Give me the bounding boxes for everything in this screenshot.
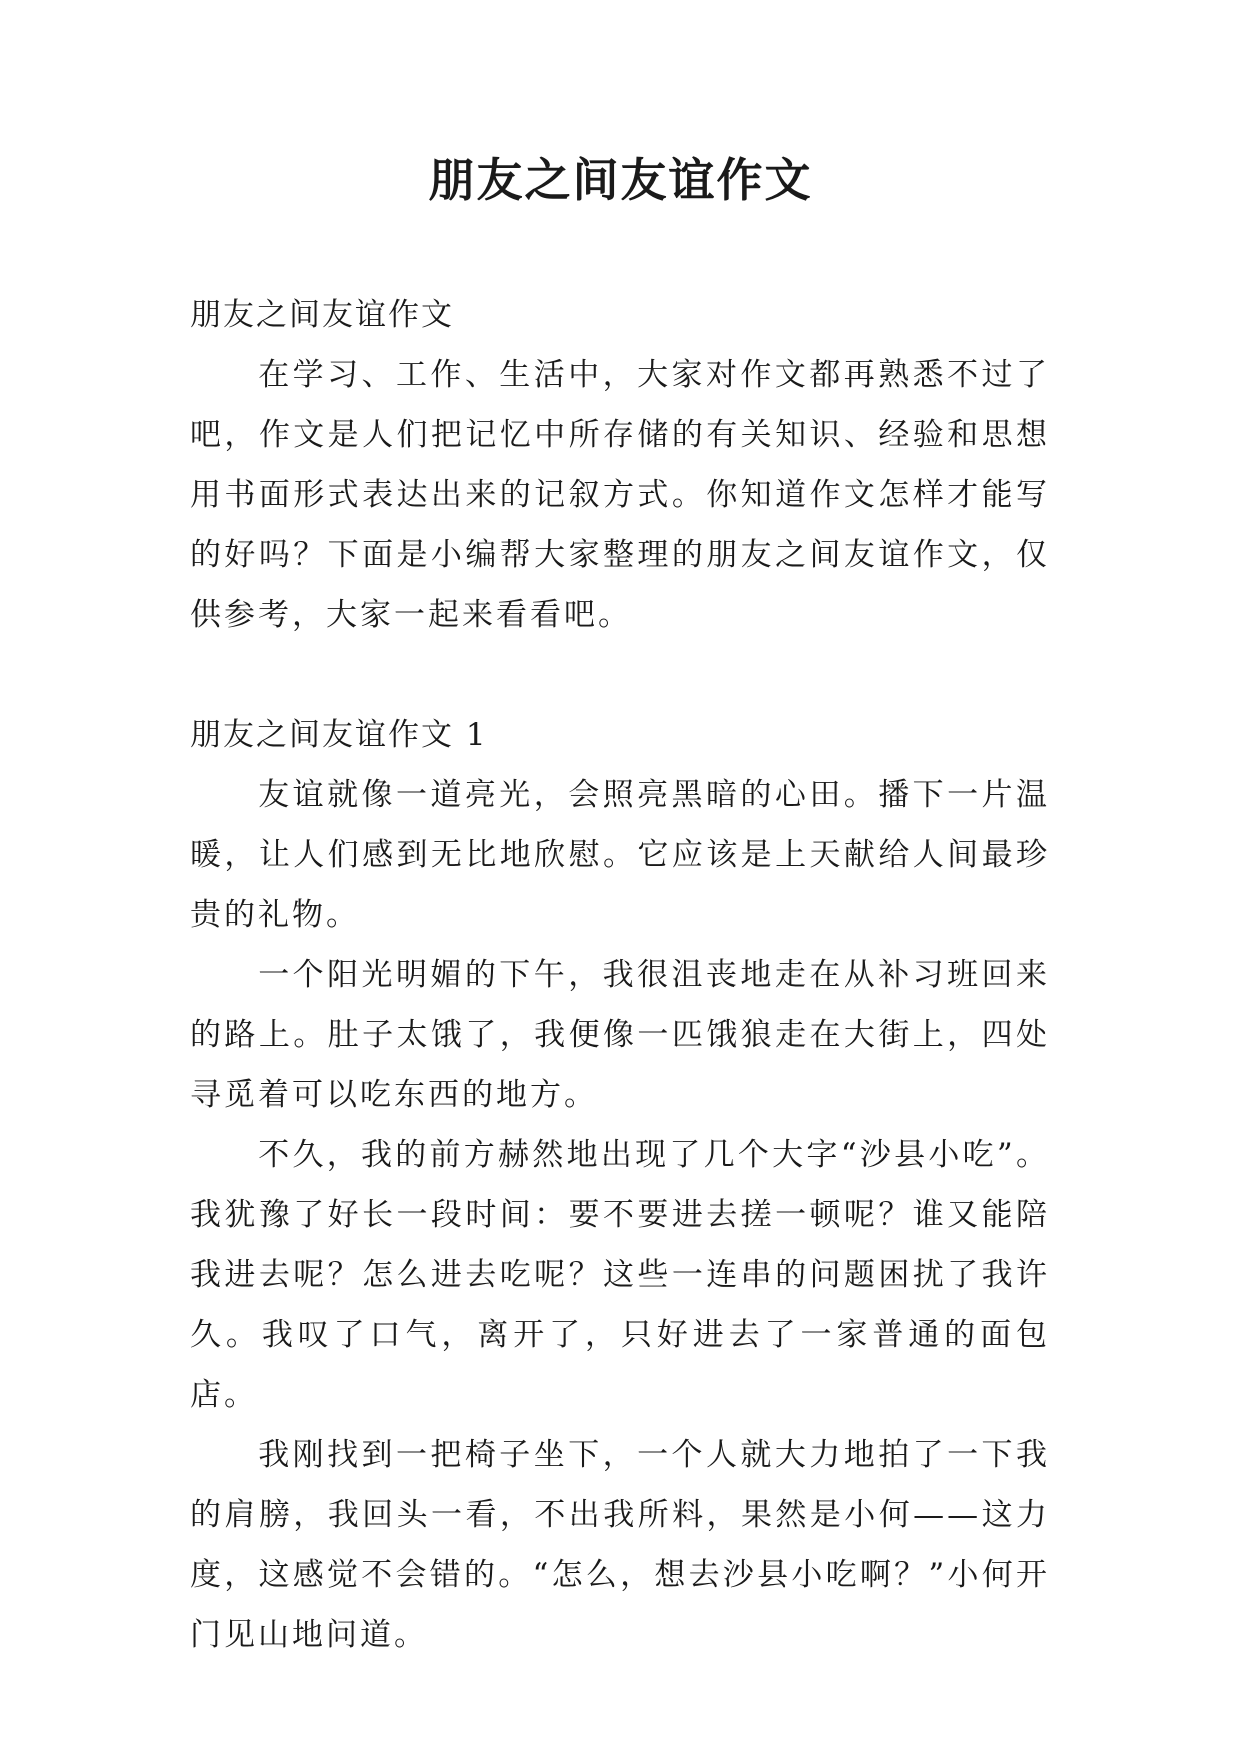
document-body [190,285,1050,1665]
essay-paragraph: 不久，我的前方赫然地出现了几个大字“沙县小吃”。我犹豫了好长一段时间：要不要进去搓一顿呢？谁又能陪我进去呢？怎么进去吃呢？这些一连串的问题困扰了我许久。我叹了口气，离开了，只好进去了一家普通的面包店。 [190,1137,1050,1413]
section-heading-essay-1: 朋友之间友谊作文 1 [190,717,488,753]
section-spacer [190,645,1050,705]
essay-paragraph: 一个阳光明媚的下午，我很沮丧地走在从补习班回来的路上。肚子太饿了，我便像一匹饿狼走在大街上，四处寻觅着可以吃东西的地方。 [190,957,1050,1113]
document-title: 朋友之间友谊作文 [428,153,813,207]
essay-paragraph: 友谊就像一道亮光，会照亮黑暗的心田。播下一片温暖，让人们感到无比地欣慰。它应该是上天献给人间最珍贵的礼物。 [190,777,1050,933]
section-heading-intro: 朋友之间友谊作文 [190,297,454,333]
intro-paragraph: 在学习、工作、生活中，大家对作文都再熟悉不过了吧，作文是人们把记忆中所存储的有关知识、经验和思想用书面形式表达出来的记叙方式。你知道作文怎样才能写的好吗？下面是小编帮大家整理的朋友之间友谊作文，仅供参考，大家一起来看看吧。 [190,357,1050,633]
essay-paragraph: 我刚找到一把椅子坐下，一个人就大力地拍了一下我的肩膀，我回头一看，不出我所料，果然是小何——这力度，这感觉不会错的。“怎么，想去沙县小吃啊？”小何开门见山地问道。 [190,1437,1050,1653]
